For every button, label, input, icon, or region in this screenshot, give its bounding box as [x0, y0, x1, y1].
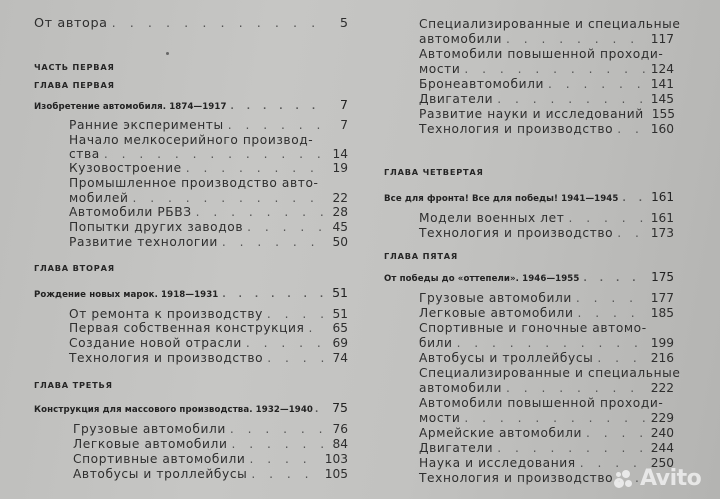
leader-dots: [506, 381, 647, 395]
section-page: 51: [332, 285, 348, 300]
section-title: Конструкция для массового производства. 1932—1940: [34, 405, 314, 415]
entry-title: От ремонта к производству: [69, 307, 263, 321]
entry-title: Наука и исследования: [419, 456, 576, 470]
entry-title-line1: Начало мелкосерийного производ-: [69, 133, 314, 147]
entry-title-line1: Специализированные и специальные: [419, 366, 681, 380]
entry-title: Первая собственная конструкция: [69, 321, 305, 335]
toc-entry: [34, 161, 348, 175]
toc-entry: [384, 336, 674, 350]
entry-title-line1: Промышленное производство авто-: [69, 176, 319, 190]
chapter-label: ГЛАВА ПЯТАЯ: [384, 251, 458, 261]
toc-entry: [34, 235, 348, 249]
entry-title: Кузовостроение: [69, 161, 182, 175]
toc-entry: [384, 351, 674, 365]
entry-page: 14: [332, 147, 348, 161]
toc-entry: [384, 426, 674, 440]
section-page: 7: [340, 97, 348, 112]
section-heading: [34, 286, 348, 302]
entry-page: 103: [324, 452, 348, 466]
leader-dots: [576, 291, 647, 305]
toc-entry: [34, 205, 348, 219]
entry-page: 145: [650, 92, 674, 106]
entry-title: мости: [419, 62, 461, 76]
entry-title: Армейские автомобили: [419, 426, 583, 440]
entry-page: 5: [339, 16, 348, 31]
leader-dots: [222, 288, 324, 302]
toc-entry: [384, 381, 674, 395]
entry-title: Модели военных лет: [419, 211, 565, 225]
leader-dots: [267, 307, 324, 321]
leader-dots: [315, 403, 326, 417]
entry-page: 84: [332, 437, 348, 451]
leader-dots: [133, 191, 325, 205]
leader-dots: [568, 211, 646, 225]
entry-page: 160: [650, 122, 674, 136]
section-title: Все для фронта! Все для победы! 1941—1945: [384, 194, 619, 204]
chapter-label: ГЛАВА ПЕРВАЯ: [34, 80, 115, 90]
section-heading: [384, 190, 674, 206]
entry-page: 141: [650, 77, 674, 91]
entry-page: 76: [332, 422, 348, 436]
entry-page: 105: [324, 467, 348, 481]
entry-page: 65: [332, 321, 348, 335]
leader-dots: [231, 437, 324, 451]
toc-entry: [384, 122, 674, 136]
toc-entry: [384, 32, 674, 46]
entry-title: Двигатели: [419, 92, 494, 106]
toc-entry: [34, 467, 348, 481]
toc-entry: [34, 452, 348, 466]
entry-page: 69: [332, 336, 348, 350]
leader-dots: [617, 226, 647, 240]
leader-dots: [497, 441, 647, 455]
entry-page: 216: [650, 351, 674, 365]
entry-title: автомобили: [419, 32, 503, 46]
entry-title: Автобусы и троллейбусы: [419, 351, 594, 365]
entry-title: Спортивные автомобили: [73, 452, 246, 466]
leader-dots: [246, 336, 324, 350]
leader-dots: [464, 62, 646, 76]
section-page: 161: [651, 190, 674, 204]
entry-title: Технология и производство: [419, 471, 614, 485]
chapter-label: ГЛАВА ВТОРАЯ: [34, 263, 115, 273]
leader-dots: [586, 426, 647, 440]
entry-title: Технология и производство: [419, 122, 614, 136]
leader-dots: [247, 220, 324, 234]
leader-dots: [112, 17, 324, 31]
leader-dots: [583, 272, 647, 286]
entry-title: автомобили: [419, 381, 503, 395]
leader-dots: [464, 411, 646, 425]
leader-dots: [251, 467, 320, 481]
leader-dots: [457, 336, 647, 350]
leader-dots: [231, 100, 324, 114]
entry-page: 7: [340, 118, 348, 132]
leader-dots: [617, 122, 647, 136]
toc-entry: [384, 107, 674, 121]
leader-dots: [104, 147, 324, 161]
leader-dots: [577, 306, 646, 320]
entry-title-line1: Специализированные и специальные: [419, 17, 681, 31]
leader-dots: [230, 422, 324, 436]
entry-title: Грузовые автомобили: [419, 291, 572, 305]
leader-dots: [249, 452, 320, 466]
entry-page: 199: [650, 336, 674, 350]
toc-entry: [34, 321, 348, 335]
entry-title-line1: Автомобили повышенной проходи-: [419, 47, 664, 61]
entry-title: Создание новой отрасли: [69, 336, 242, 350]
leader-dots: [597, 351, 646, 365]
entry-title: Двигатели: [419, 441, 494, 455]
section-title: Изобретение автомобиля. 1874—1917: [34, 102, 227, 112]
section-page: 175: [651, 270, 674, 284]
entry-title: Развитие науки и исследований: [419, 107, 644, 121]
entry-title: Легковые автомобили: [73, 437, 228, 451]
entry-title-line1: Автомобили повышенной проходи-: [419, 396, 664, 410]
section-page: 75: [332, 400, 348, 415]
entry-title: Бронеавтомобили: [419, 77, 545, 91]
leader-dots: [196, 205, 324, 219]
toc-entry: [34, 437, 348, 451]
entry-title: мобилей: [69, 191, 129, 205]
entry-title: Развитие технологии: [69, 235, 218, 249]
toc-entry: [384, 306, 674, 320]
toc-entry: [384, 77, 674, 91]
entry-page: 28: [332, 205, 348, 219]
entry-title: били: [419, 336, 453, 350]
toc-entry: [34, 307, 348, 321]
toc-entry: [34, 422, 348, 436]
toc-entry: [34, 147, 348, 161]
toc-entry: [34, 336, 348, 350]
leader-dots: [548, 77, 647, 91]
entry-title: От автора: [34, 16, 108, 31]
entry-title: Технология и производство: [419, 226, 614, 240]
entry-page: 173: [650, 226, 674, 240]
toc-entry: [384, 92, 674, 106]
toc-entry: [384, 62, 674, 76]
chapter-label: ГЛАВА ТРЕТЬЯ: [34, 380, 113, 390]
entry-page: 177: [650, 291, 674, 305]
entry-page: 74: [332, 351, 348, 365]
toc-entry: [34, 351, 348, 365]
section-title: Рождение новых марок. 1918—1931: [34, 290, 219, 300]
entry-page: 155: [651, 107, 676, 121]
toc-entry-author: [34, 17, 348, 31]
section-heading: [384, 270, 674, 286]
leader-dots: [506, 32, 647, 46]
leader-dots: [267, 351, 324, 365]
avito-watermark: [614, 466, 701, 491]
entry-page: 117: [650, 32, 674, 46]
entry-page: 240: [650, 426, 674, 440]
entry-page: 229: [650, 411, 674, 425]
section-heading: [34, 401, 348, 417]
toc-entry: [34, 191, 348, 205]
entry-page: 244: [650, 441, 674, 455]
entry-page: 185: [650, 306, 674, 320]
entry-title: Технология и производство: [69, 351, 264, 365]
entry-page: 19: [332, 161, 348, 175]
entry-title: мости: [419, 411, 461, 425]
section-title: От победы до «оттепели». 1946—1955: [384, 274, 580, 284]
entry-page: 45: [332, 220, 348, 234]
entry-page: 22: [332, 191, 348, 205]
entry-page: 250: [650, 456, 674, 470]
section-heading: [34, 98, 348, 114]
part-label: ЧАСТЬ ПЕРВАЯ: [34, 62, 115, 72]
entry-title-line1: Спортивные и гоночные автомо-: [419, 321, 647, 335]
entry-page: 161: [650, 211, 674, 225]
toc-entry: [384, 291, 674, 305]
leader-dots: [497, 92, 647, 106]
leader-dots: [222, 235, 324, 249]
entry-title: Ранние эксперименты: [69, 118, 224, 132]
entry-title: ства: [69, 147, 100, 161]
toc-entry: [34, 118, 348, 132]
chapter-label: ГЛАВА ЧЕТВЕРТАЯ: [384, 167, 484, 177]
entry-page: 51: [332, 307, 348, 321]
toc-entry: [384, 441, 674, 455]
toc-entry: [384, 411, 674, 425]
toc-entry: [34, 220, 348, 234]
entry-page: 222: [650, 381, 674, 395]
entry-page: 50: [332, 235, 348, 249]
leader-dots: [308, 321, 324, 335]
entry-title: Легковые автомобили: [419, 306, 574, 320]
print-speck: [166, 52, 169, 55]
entry-title: Попытки других заводов: [69, 220, 244, 234]
entry-title: Автобусы и троллейбусы: [73, 467, 248, 481]
toc-entry: [384, 226, 674, 240]
toc-entry: [384, 211, 674, 225]
entry-page: 124: [650, 62, 674, 76]
entry-title: Грузовые автомобили: [73, 422, 226, 436]
entry-title: Автомобили РБВЗ: [69, 205, 192, 219]
avito-wordmark: Avito: [640, 466, 702, 491]
avito-logo-icon: [614, 470, 636, 488]
leader-dots: [228, 118, 324, 132]
leader-dots: [186, 161, 324, 175]
leader-dots: [622, 192, 647, 206]
